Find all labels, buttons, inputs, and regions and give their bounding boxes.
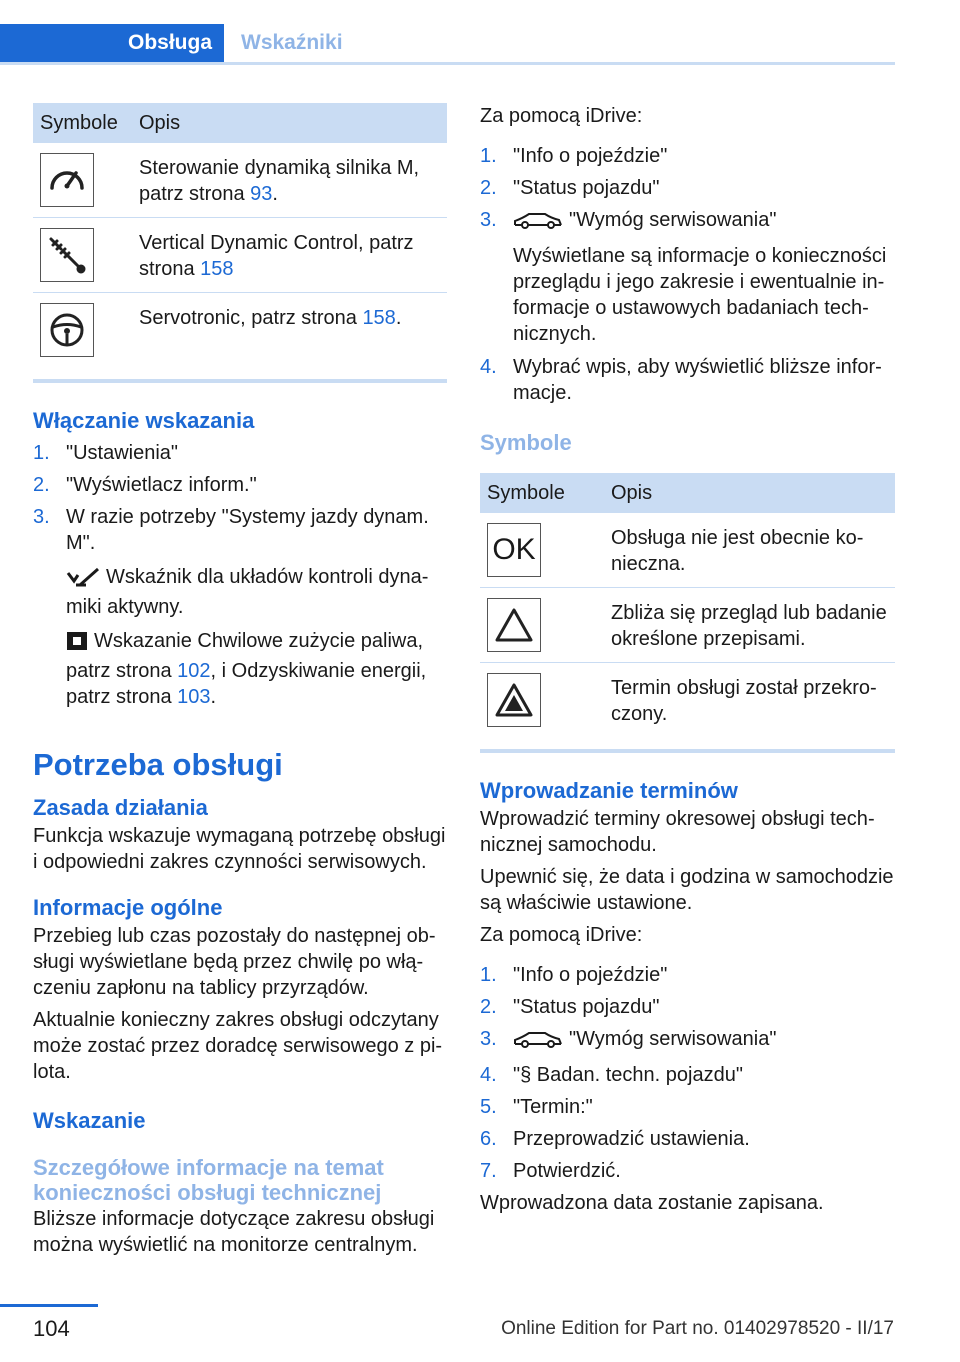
general-text-2: Aktualnie konieczny zakres obsługi odczytany może zostać przez doradcę serwisowego z pilota. [33,1009,443,1083]
table-row [480,588,895,663]
shock-absorber-icon [40,228,94,282]
table-header-desc: Opis [131,103,447,143]
list-number: 4. [480,1064,497,1086]
tab-obsluga[interactable] [0,24,224,62]
appointments-steps-list [480,962,895,1184]
step3-sub-text: Wyświetlane są informacje o konieczności przeglądu i jego zakresie i ewentualnie informacje o ustawowych badaniach technicznych. [513,245,887,345]
table-row [33,218,447,293]
note-dynamic-control [33,564,447,620]
list-number: 3. [480,209,497,231]
list-item [480,1126,895,1152]
appointments-closing: Wprowadzona data zostanie zapisana. [480,1192,824,1214]
list-item [33,440,447,466]
list-number: 3. [33,506,50,528]
row-text: Termin obsługi został przekroczony. [611,677,877,725]
list-text: W razie potrzeby "Systemy jazdy dynam. M". [66,506,429,554]
principle-heading: Zasada działania [33,795,208,820]
list-text: "Info o pojeździe" [513,145,668,167]
list-item [480,962,895,988]
idrive-steps-list-cont [480,354,895,406]
controls-symbol-table [33,103,447,367]
appointments-intro: Za pomocą iDrive: [480,924,643,946]
list-item [480,994,895,1020]
list-item [480,354,895,406]
table-row [33,293,447,368]
ok-icon-label: OK [492,533,536,566]
list-text: "Termin:" [513,1096,593,1118]
list-item [480,1062,895,1088]
list-item [480,1158,895,1184]
note-text: Wskazanie Chwilowe zużycie paliwa, patrz strona [66,630,424,682]
page-link[interactable]: 102 [177,660,211,682]
list-number: 2. [480,996,497,1018]
ok-icon [487,523,541,577]
row-text: Obsługa nie jest obecnie konieczna. [603,513,895,588]
speedometer-icon [40,153,94,207]
table-divider [480,749,895,753]
page-link[interactable]: 158 [200,258,234,280]
symbols-heading: Symbole [480,430,572,455]
row-text: Sterowanie dynamiką silnika M, patrz strona [139,157,420,205]
detail-text: Bliższe informacje dotyczące zakresu obsługi można wyświetlić na monitorze centralnym. [33,1208,435,1256]
checkmark-icon [66,567,100,594]
list-text: "Status pojazdu" [513,177,660,199]
detail-heading: Szczegółowe informacje na temat konieczności obsługi technicznej [33,1155,384,1205]
list-text: Przeprowadzić ustawienia. [513,1128,750,1150]
header-tab-bar [0,24,895,65]
list-text: Wybrać wpis, aby wyświetlić bliższe informacje. [513,356,882,404]
warning-triangle-icon [487,598,541,652]
general-heading: Informacje ogólne [33,895,223,920]
idrive-steps-list [480,143,895,237]
tab-wskazniki[interactable]: Wskaźniki [241,31,343,54]
list-number: 1. [480,145,497,167]
note-text: , i Odzyskiwanie energii, patrz strona [66,660,427,708]
left-column [33,103,447,1258]
principle-text: Funkcja wskazuje wymaganą potrzebę obsługi i odpowiedni zakres czynności serwisowych. [33,825,446,873]
square-icon [66,631,88,658]
list-number: 2. [33,474,50,496]
idrive-intro: Za pomocą iDrive: [480,105,643,127]
note-text: . [210,686,217,708]
note-text: Wskaźnik dla układów kontroli dynamiki aktywny. [66,566,429,618]
car-service-icon [513,1030,563,1056]
page-link[interactable]: 93 [250,183,273,205]
appointments-text-2: Upewnić się, że data i godzina w samochodzie są właściwie ustawione. [480,866,894,914]
list-text: "Ustawienia" [66,442,179,464]
list-item [480,1026,895,1056]
list-text: "Info o pojeździe" [513,964,668,986]
list-number: 3. [480,1028,497,1050]
row-text: Zbliża się przegląd lub badanie określone przepisami. [603,588,895,663]
page-link[interactable]: 103 [177,686,211,708]
car-service-icon [513,211,563,237]
steering-wheel-icon [40,303,94,357]
enable-steps-list [33,440,447,556]
table-divider [33,379,447,383]
table-row [480,663,895,738]
page-link[interactable]: 158 [362,307,396,329]
service-symbol-table [480,473,895,737]
table-row [33,143,447,218]
right-column [480,103,895,1216]
appointments-text-1: Wprowadzić terminy okresowej obsługi technicznej samochodu. [480,808,875,856]
enable-display-heading: Włączanie wskazania [33,408,255,433]
general-text-1: Przebieg lub czas pozostały do następnej obsługi wyświetlane będą przez chwilę po włączeniu zapłonu na tablicy przyrządów. [33,925,436,999]
footer-rule [0,1304,98,1307]
table-header-symbol: Symbole [480,473,603,513]
table-header-symbol: Symbole [33,103,131,143]
page-number: 104 [33,1316,70,1341]
list-item [480,207,895,237]
warning-triangle-filled-icon [487,673,541,727]
list-text: "Wyświetlacz inform." [66,474,257,496]
appointments-heading: Wprowadzanie terminów [480,778,738,803]
list-number: 6. [480,1128,497,1150]
list-item [33,504,447,556]
row-text: Servotronic, patrz strona [139,307,363,329]
list-item [480,175,895,201]
list-item [33,472,447,498]
row-text: Vertical Dynamic Control, patrz strona [139,232,414,280]
tab-obsluga-label: Obsługa [128,31,213,54]
list-number: 1. [480,964,497,986]
list-text: "Wymóg serwisowania" [569,209,777,231]
list-number: 7. [480,1160,497,1182]
section-title: Potrzeba obsługi [33,747,283,782]
table-row [480,513,895,588]
table-header-desc: Opis [603,473,895,513]
list-text: "Wymóg serwisowania" [569,1028,777,1050]
display-heading: Wskazanie [33,1108,146,1133]
list-text: "§ Badan. techn. pojazdu" [513,1064,743,1086]
list-number: 1. [33,442,50,464]
list-text: "Status pojazdu" [513,996,660,1018]
row-text-end: . [272,183,278,205]
list-text: Potwierdzić. [513,1160,621,1182]
list-number: 2. [480,177,497,199]
note-consumption [33,628,447,710]
list-number: 4. [480,356,497,378]
list-number: 5. [480,1096,497,1118]
edition-text: Online Edition for Part no. 01402978520 - II/17 [501,1318,894,1339]
row-text-end: . [395,307,402,329]
list-item [480,1094,895,1120]
list-item [480,143,895,169]
